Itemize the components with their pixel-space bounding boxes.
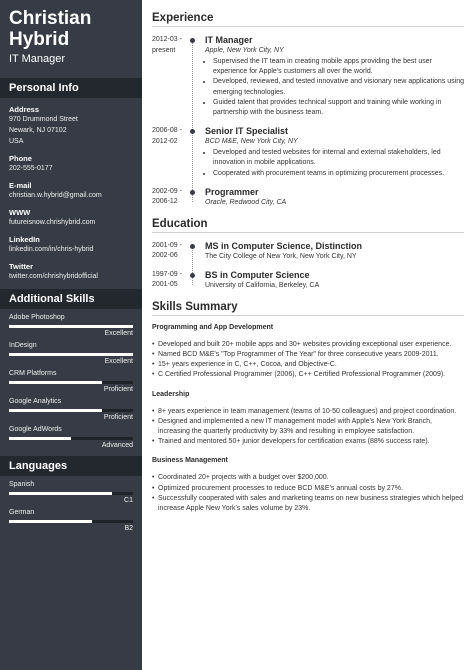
skill-group-heading: Leadership [152,390,190,398]
skill-name: Google AdWords [9,426,62,433]
job-title: Programmer [205,186,259,197]
personal-info [0,105,142,282]
skill-group-list [152,340,464,381]
bullet-item: • Guided talent that provides technical support and training while working in partnership with the business team. [213,98,466,118]
bullet-item: • Cooperated with procurement teams in optimizing procurement processes. [213,169,466,179]
skill-level: Proficient [103,414,133,421]
phone-label: Phone [9,154,32,163]
skill-item [0,370,142,393]
address-line: USA [9,138,24,145]
degree-title: BS in Computer Science [205,269,310,280]
experience-title: Experience [152,12,464,27]
twitter-link[interactable]: twitter.com/chrishybridofficial [9,273,98,280]
entry-dates [152,241,194,262]
name-line-1: Christian [9,8,92,29]
date-from: 1997-09 - [152,270,182,278]
skills-summary [152,324,464,514]
bullet-item: • 8+ years experience in team management (teams of 10-50 colleagues) and project coordination. [152,407,464,417]
education-title: Education [152,218,464,233]
address-line: 970 Drummond Street [9,116,78,123]
entry-body [194,35,466,118]
entry-body [194,270,466,291]
date-to: 2006-12 [152,198,178,206]
skill-bar-fill [9,381,102,384]
name-line-2: Hybrid [9,29,70,50]
address-line: Newark, NJ 07102 [9,127,67,134]
sidebar [0,0,142,670]
skill-name: CRM Platforms [9,370,57,377]
education-entry [152,241,466,262]
entry-dates [152,126,194,179]
language-bar [9,492,133,495]
entry-dates [152,270,194,291]
language-bar [9,520,133,523]
bullet-item: • Developed, reviewed, and tested innovative and visionary new applications using emerging technologies. [213,77,466,97]
skill-bar [9,353,133,356]
skill-bar-fill [9,353,133,356]
degree-title: MS in Computer Science, Distinction [205,240,363,251]
skill-name: Adobe Photoshop [9,314,65,321]
company: BCD M&E, New York City, NY [205,138,298,146]
skill-bar [9,381,133,384]
skill-item [0,342,142,365]
skill-bar [9,325,133,328]
languages-title: Languages [0,456,142,476]
bullet-item: • Coordinated 20+ projects with a budget over $200,000. [152,473,464,483]
email-link[interactable]: christian.w.hybrid@gmail.com [9,192,102,199]
school: The City College of New York, New York City, NY [205,252,357,260]
language-name: Spanish [9,481,35,488]
language-item [0,509,142,532]
date-from: 2001-09 - [152,241,182,249]
skill-level: Excellent [104,330,133,337]
bullet-item: • Trained and mentored 50+ junior developers for certification exams (88% success rate). [152,437,464,447]
school: University of California, Berkeley, CA [205,281,320,289]
education-entry [152,270,466,291]
timeline-dot [190,244,195,249]
timeline-dot [190,273,195,278]
skill-level: Excellent [104,358,133,365]
experience-timeline [152,35,466,208]
www-label: WWW [9,208,31,217]
skill-bar-fill [9,437,71,440]
bullet-item: • C Certified Professional Programmer (2006), C++ Certified Professional Programmer (2009). [152,370,464,380]
main-content [142,0,474,670]
email-label: E-mail [9,181,32,190]
date-to: 2012-02 [152,137,178,145]
company: Apple, New York City, NY [205,47,284,54]
date-to: present [152,46,176,54]
linkedin-link[interactable]: linkedin.com/in/chris-hybrid [9,246,94,253]
job-role: IT Manager [9,53,66,65]
entry-body [194,241,466,262]
skill-item [0,314,142,337]
phone-value: 202-555-0177 [9,165,53,172]
date-from: 2006-08 - [152,127,182,135]
language-level: C1 [124,497,133,504]
date-to: 2002-06 [152,252,178,260]
sidebar-header [0,0,142,71]
company: Oracle, Redwood City, CA [205,198,287,206]
skill-item [0,426,142,449]
skills-summary-title: Skills Summary [152,301,464,316]
experience-entry [152,35,466,118]
skill-bar-fill [9,325,133,328]
entry-body [194,126,466,179]
job-title: Senior IT Specialist [205,126,289,137]
bullet-item: • Optimized procurement processes to reduce BCD M&E's annual costs by 27%. [152,484,464,494]
date-from: 2002-09 - [152,187,182,195]
skill-group-list [152,407,464,448]
skill-level: Advanced [101,442,133,449]
languages-list [0,481,142,532]
entry-dates [152,35,194,118]
bullet-list [205,148,466,179]
bullet-item: • Successfully cooperated with sales and marketing teams on new business strategies which helped increase Apple New York's sales volume by 23%. [152,494,464,514]
skill-group-list [152,473,464,514]
bullet-list [205,57,466,118]
skill-level: Proficient [103,386,133,393]
additional-skills-list [0,314,142,449]
skill-group-heading: Business Management [152,457,228,465]
skill-bar-fill [9,409,102,412]
bullet-item: • Developed and built 20+ mobile apps and 30+ websites providing exceptional user experience. [152,340,464,350]
education-timeline [152,241,466,291]
language-bar-fill [9,492,112,495]
address-label: Address [9,105,40,114]
skill-name: Google Analytics [9,398,62,405]
skill-bar [9,437,133,440]
skill-group-heading: Programming and App Development [152,323,274,331]
language-name: German [9,509,35,516]
job-title: IT Manager [205,35,253,45]
language-bar-fill [9,520,92,523]
timeline-dot [190,190,195,195]
website-link[interactable]: futureisnow.chrishybrid.com [9,219,96,226]
experience-entry [152,126,466,179]
bullet-item: • Designed and implemented a new IT management model with Apple's New York Branch, increasing the quarterly productivity by 33% and resulting in employee satisfaction. [152,417,464,437]
language-item [0,481,142,504]
linkedin-label: LinkedIn [9,235,40,244]
personal-info-title: Personal Info [0,78,142,98]
skill-item [0,398,142,421]
experience-entry [152,187,466,208]
additional-skills-title: Additional Skills [0,289,142,309]
bullet-item: • Named BCD M&E's "Top Programmer of The Year" for three consecutive years 2009-2011. [152,350,464,360]
entry-dates [152,187,194,208]
entry-body [194,187,466,208]
skill-name: InDesign [9,342,37,349]
bullet-item: • Developed and tested websites for internal and external stakeholders, led innovation in mobile applications. [213,148,466,168]
skill-bar [9,409,133,412]
date-to: 2001-05 [152,281,178,289]
language-level: B2 [124,525,133,532]
date-from: 2012-03 - [152,36,182,43]
bullet-item: • 15+ years experience in C, C++, Cocoa, and Objective-C. [152,360,464,370]
bullet-item: • Supervised the IT team in creating mobile apps providing the best user experience for Apple's customers all over the world. [213,57,466,77]
timeline-dot [190,38,195,43]
twitter-label: Twitter [9,262,34,271]
